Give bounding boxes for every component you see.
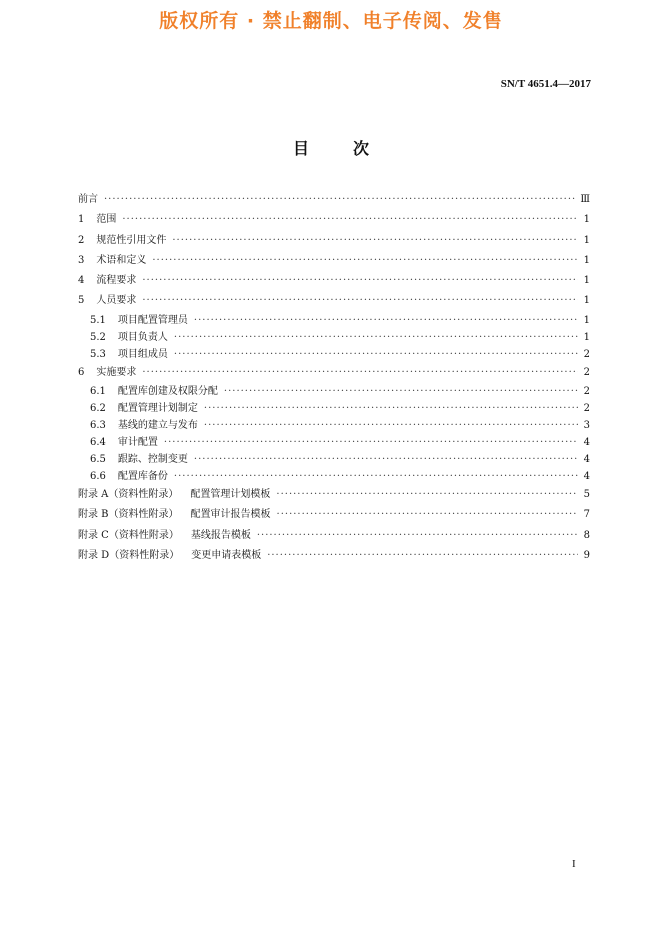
toc-entry-page: Ⅲ xyxy=(580,194,590,205)
toc-entry-label xyxy=(78,251,146,271)
toc-entry-page: 1 xyxy=(583,331,590,343)
toc-entry-text: 变更申请表模板 xyxy=(191,549,262,561)
toc-entry-label xyxy=(78,271,136,291)
toc-entry-label xyxy=(78,210,116,230)
toc-leader-dots xyxy=(174,329,578,346)
toc-entry-label xyxy=(90,312,188,329)
toc-leader-dots xyxy=(194,312,578,329)
toc-entry-text: 配置审计报告模板 xyxy=(190,509,271,521)
toc-leader-dots xyxy=(174,468,578,485)
toc-entry-page: 4 xyxy=(583,454,590,466)
toc-entry-page: 3 xyxy=(583,420,590,432)
toc-entry-text: 配置管理计划制定 xyxy=(117,403,198,415)
toc-entry-number: 5.3 xyxy=(90,348,106,360)
toc-entry-page: 1 xyxy=(583,234,590,246)
toc-entry-label xyxy=(90,417,198,434)
toc-entry-text: 实施要求 xyxy=(96,366,137,378)
toc-entry-page: 1 xyxy=(583,275,590,287)
toc-entry-number: 1 xyxy=(78,214,85,226)
toc-entry-text: 配置库备份 xyxy=(117,471,168,483)
toc-leader-dots xyxy=(164,434,578,451)
toc-leader-dots xyxy=(142,291,578,311)
toc-entry-text: 前言 xyxy=(78,194,98,205)
toc-entry-label xyxy=(78,546,261,566)
toc-entry[interactable] xyxy=(78,190,590,210)
toc-leader-dots xyxy=(267,546,578,566)
toc-entry-number: 5.2 xyxy=(90,331,106,343)
toc-entry-number: 3 xyxy=(78,254,85,266)
toc-entry[interactable] xyxy=(78,363,590,383)
toc-entry-text: 人员要求 xyxy=(96,295,137,307)
toc-entry-label xyxy=(78,526,251,546)
toc-entry-page: 7 xyxy=(583,509,590,521)
toc-title xyxy=(0,136,662,159)
toc-title-left: 目 xyxy=(292,139,309,158)
toc-entry[interactable] xyxy=(78,434,590,451)
toc-entry[interactable] xyxy=(78,546,590,566)
toc-entry-text: 项目组成员 xyxy=(117,348,168,360)
toc-entry-text: 项目负责人 xyxy=(117,331,168,343)
toc-entry-page: 4 xyxy=(583,437,590,449)
toc-leader-dots xyxy=(194,451,578,468)
toc-entry-number: 6.3 xyxy=(90,420,106,432)
toc-leader-dots xyxy=(172,231,578,251)
standard-code: SN/T 4651.4—2017 xyxy=(500,78,591,90)
toc-entry[interactable] xyxy=(78,400,590,417)
toc-entry-label xyxy=(78,231,166,251)
toc-entry-number: 5.1 xyxy=(90,314,106,326)
toc-entry-page: 5 xyxy=(583,489,590,501)
toc-entry[interactable] xyxy=(78,417,590,434)
toc-entry-page: 1 xyxy=(583,314,590,326)
toc-title-right: 次 xyxy=(353,139,370,158)
toc-entry-text: 配置管理计划模板 xyxy=(190,489,271,501)
toc-leader-dots xyxy=(142,271,578,291)
toc-entry-text: 审计配置 xyxy=(117,437,158,449)
toc-entry-text: 规范性引用文件 xyxy=(96,234,167,246)
toc-entry-number: 6 xyxy=(78,366,85,378)
toc-entry-number: 6.5 xyxy=(90,454,106,466)
toc-entry-label xyxy=(78,505,271,525)
toc-entry-page: 1 xyxy=(583,214,590,226)
toc-entry-page: 2 xyxy=(583,403,590,415)
toc-entry[interactable] xyxy=(78,312,590,329)
toc-leader-dots xyxy=(174,346,578,363)
toc-entry-text: 术语和定义 xyxy=(96,254,147,266)
toc-entry-page: 9 xyxy=(583,549,590,561)
copyright-watermark: 版权所有 · 禁止翻制、电子传阅、发售 xyxy=(159,10,503,32)
toc-entry[interactable] xyxy=(78,291,590,311)
toc-entry-label xyxy=(78,485,270,505)
toc-entry-number: 附录 C（资料性附录） xyxy=(78,529,179,541)
toc-entry-text: 配置库创建及权限分配 xyxy=(117,386,218,398)
toc-entry-page: 8 xyxy=(583,529,590,541)
toc-leader-dots xyxy=(224,383,578,400)
toc-entry[interactable] xyxy=(78,210,590,230)
toc-entry-label xyxy=(78,291,136,311)
toc-leader-dots xyxy=(204,417,578,434)
toc-entry-page: 1 xyxy=(583,254,590,266)
toc-entry-text: 基线报告模板 xyxy=(190,529,251,541)
toc-entry-number: 附录 A（资料性附录） xyxy=(78,489,179,501)
toc-entry-text: 基线的建立与发布 xyxy=(117,420,198,432)
toc-entry-number: 6.4 xyxy=(90,437,106,449)
toc-entry[interactable] xyxy=(78,383,590,400)
toc-entry-label xyxy=(90,400,198,417)
toc-entry-number: 6.1 xyxy=(90,386,106,398)
toc-entry[interactable] xyxy=(78,231,590,251)
toc-entry-number: 2 xyxy=(78,234,85,246)
toc-entry[interactable] xyxy=(78,468,590,485)
toc-entry-label xyxy=(78,363,136,383)
toc-leader-dots xyxy=(152,251,578,271)
toc-entry[interactable] xyxy=(78,451,590,468)
toc-entry-text: 流程要求 xyxy=(96,275,137,287)
toc-entry[interactable] xyxy=(78,485,590,505)
toc-leader-dots xyxy=(204,400,578,417)
toc-entry-number: 6.2 xyxy=(90,403,106,415)
toc-entry-text: 范围 xyxy=(96,214,117,226)
toc-leader-dots xyxy=(142,363,578,383)
toc-entry-page: 2 xyxy=(583,348,590,360)
toc-entry-label xyxy=(90,329,168,346)
toc-entry-number: 附录 D（资料性附录） xyxy=(78,549,180,561)
toc-entry-label xyxy=(90,434,158,451)
page-number: I xyxy=(572,858,576,870)
toc-list xyxy=(78,190,590,566)
toc-entry-label xyxy=(90,468,168,485)
toc-entry-number: 5 xyxy=(78,295,85,307)
toc-entry-page: 1 xyxy=(583,295,590,307)
toc-entry-page: 2 xyxy=(583,366,590,378)
toc-entry-page: 4 xyxy=(583,471,590,483)
toc-entry[interactable] xyxy=(78,251,590,271)
toc-entry[interactable] xyxy=(78,346,590,363)
toc-entry-label xyxy=(90,451,188,468)
toc-entry-label xyxy=(90,346,168,363)
toc-leader-dots xyxy=(257,526,578,546)
toc-leader-dots xyxy=(104,190,576,210)
toc-entry-label xyxy=(78,190,98,210)
toc-entry-number: 附录 B（资料性附录） xyxy=(78,509,179,521)
toc-leader-dots xyxy=(277,505,578,525)
toc-entry[interactable] xyxy=(78,505,590,525)
toc-entry[interactable] xyxy=(78,329,590,346)
toc-entry-number: 6.6 xyxy=(90,471,106,483)
toc-entry-text: 跟踪、控制变更 xyxy=(117,454,188,466)
toc-leader-dots xyxy=(122,210,578,230)
toc-entry-page: 2 xyxy=(583,386,590,398)
toc-entry-text: 项目配置管理员 xyxy=(117,314,188,326)
toc-entry[interactable] xyxy=(78,271,590,291)
toc-leader-dots xyxy=(276,485,578,505)
toc-entry[interactable] xyxy=(78,526,590,546)
toc-entry-label xyxy=(90,383,218,400)
toc-entry-number: 4 xyxy=(78,275,85,287)
